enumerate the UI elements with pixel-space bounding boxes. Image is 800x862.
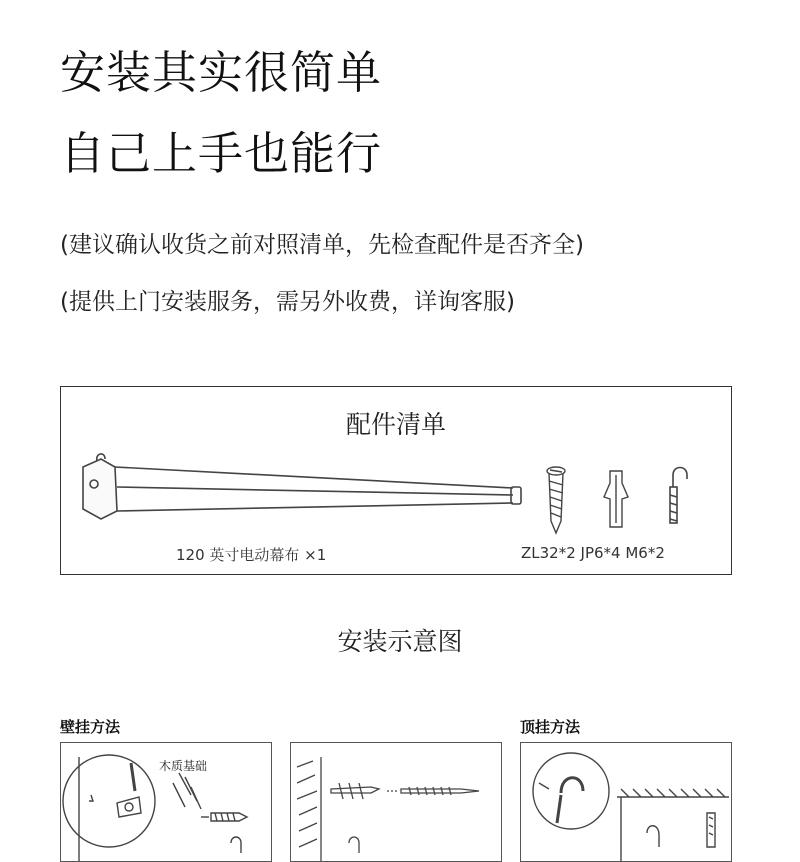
wall-mount-diagram-panel-2 (290, 742, 502, 862)
hook-bolt-icon (670, 468, 687, 524)
headline-line-2: 自己上手也能行 (60, 127, 383, 180)
headline-line-1: 安装其实很简单 (60, 46, 383, 99)
parts-list-title: 配件清单 (345, 410, 446, 439)
screw-icon (547, 467, 565, 533)
wood-base-label: 木质基础 (159, 759, 208, 773)
installation-diagram-title: 安装示意图 (337, 627, 463, 656)
note-check-parts: (建议确认收货之前对照清单，先检查配件是否齐全) (60, 232, 584, 258)
wall-anchor-icon (604, 471, 628, 527)
wall-mount-label: 壁挂方法 (60, 718, 121, 736)
note-installation-service: (提供上门安装服务，需另外收费，详询客服) (60, 289, 515, 315)
projector-screen-icon (83, 454, 521, 519)
screen-caption: 120 英寸电动幕布 ×1 (176, 546, 327, 564)
hardware-caption: ZL32*2 JP6*4 M6*2 (521, 544, 665, 562)
ceiling-mount-label: 顶挂方法 (520, 718, 581, 736)
wall-anchor-step-illustration (291, 743, 502, 862)
ceiling-mount-step-illustration (521, 743, 732, 862)
parts-list-box (60, 386, 732, 575)
ceiling-mount-diagram-panel (520, 742, 732, 862)
wall-mount-diagram-panel-1 (60, 742, 272, 862)
